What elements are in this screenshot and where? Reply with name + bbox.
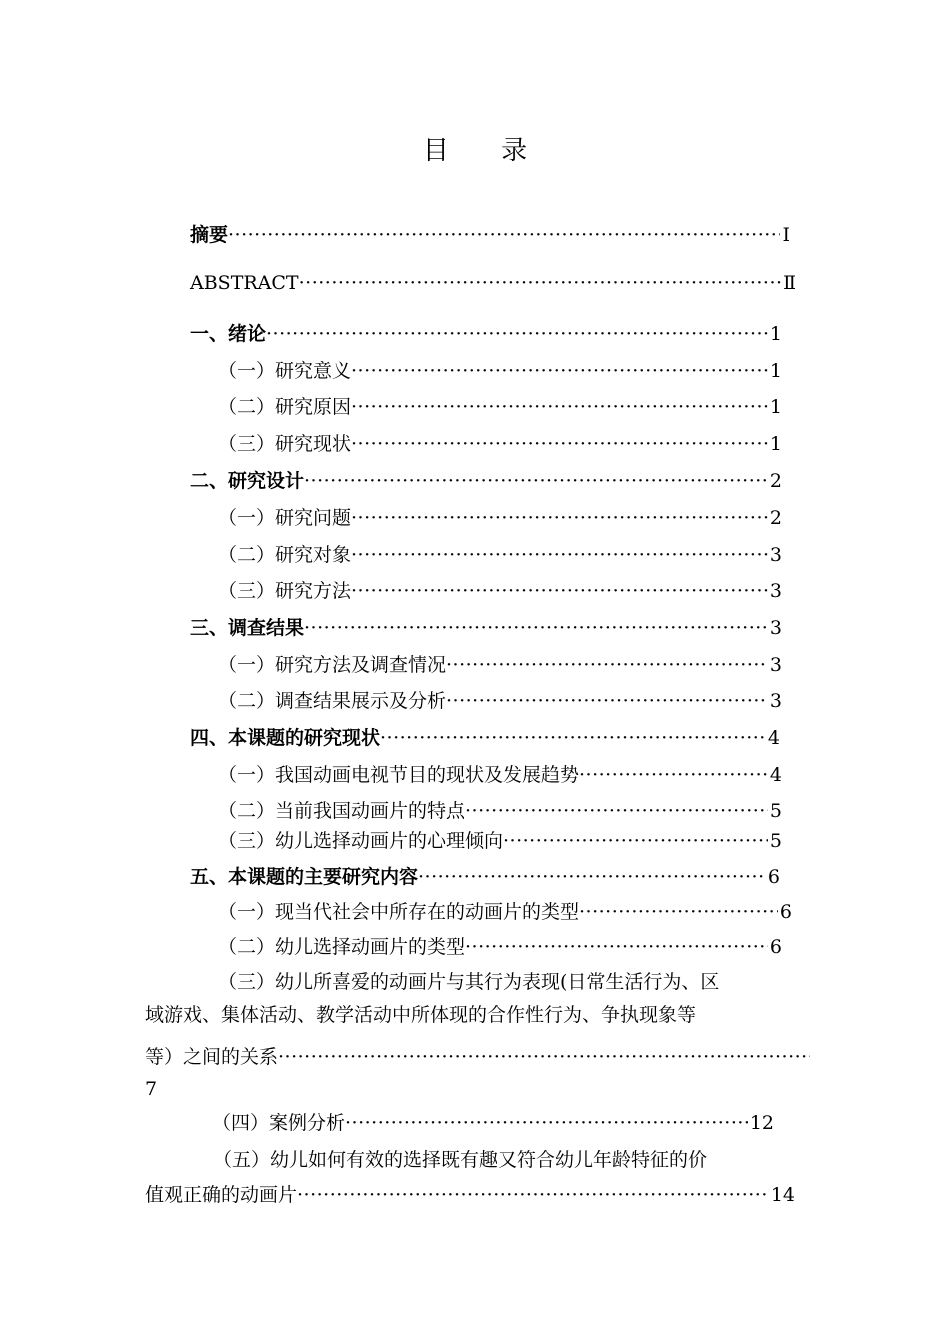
toc-entry-label: （一）现当代社会中所存在的动画片的类型: [218, 901, 580, 923]
toc-entry[interactable]: [190, 613, 782, 643]
toc-page-number: 6: [779, 901, 792, 923]
toc-page-number: 3: [769, 544, 782, 566]
toc-leader-dots: [465, 796, 768, 826]
toc-entry-line: （三）幼儿所喜爱的动画片与其行为表现(日常生活行为、区: [218, 971, 720, 993]
toc-page-number: 4: [769, 764, 782, 786]
toc-page-number: 3: [769, 690, 782, 712]
toc-leader-dots: [351, 503, 768, 533]
toc-entry[interactable]: [218, 356, 782, 386]
toc-entry[interactable]: [218, 429, 782, 459]
toc-page-number: 3: [769, 654, 782, 676]
toc-leader-dots: [351, 392, 768, 422]
toc-entry-label: （二）调查结果展示及分析: [218, 690, 447, 712]
toc-leader-dots: [503, 826, 768, 856]
toc-entry-label: （二）研究原因: [218, 396, 352, 418]
toc-entry[interactable]: [218, 650, 782, 680]
toc-entry-long-2-tail[interactable]: [145, 1180, 795, 1210]
toc-entry-label: 三、调查结果: [190, 617, 305, 639]
toc-entry[interactable]: [218, 932, 782, 962]
toc-leader-dots: [380, 723, 766, 753]
page-title: 目 录: [422, 136, 550, 166]
toc-leader-dots: [351, 540, 768, 570]
toc-entry[interactable]: [218, 576, 782, 606]
toc-page-number: 7: [145, 1078, 158, 1100]
toc-entry-label: 五、本课题的主要研究内容: [190, 866, 419, 888]
toc-entry-label: ABSTRACT: [190, 272, 299, 294]
toc-leader-dots: [304, 466, 768, 496]
toc-entry-line: （五）幼儿如何有效的选择既有趣又符合幼儿年龄特征的价: [213, 1149, 708, 1171]
toc-entry-long-1[interactable]: [145, 966, 810, 1032]
toc-page-number: 1: [769, 396, 782, 418]
toc-page-number: 6: [767, 866, 780, 888]
toc-leader-dots: [278, 1042, 810, 1072]
toc-leader-dots: [299, 268, 781, 298]
toc-entry-label: （三）研究方法: [218, 580, 352, 602]
toc-entry[interactable]: [218, 503, 782, 533]
toc-leader-dots: [418, 862, 766, 892]
toc-entry-long-1-tail[interactable]: [145, 1042, 810, 1072]
toc-page-number: 4: [767, 727, 780, 749]
toc-leader-dots: [351, 576, 768, 606]
toc-leader-dots: [304, 613, 768, 643]
toc-entry-long-1-page: [145, 1074, 185, 1104]
toc-leader-dots: [579, 760, 768, 790]
toc-entry[interactable]: [190, 862, 780, 892]
toc-entry-label: 一、绪论: [190, 323, 267, 345]
toc-entry[interactable]: [218, 686, 782, 716]
toc-entry-abstract-en[interactable]: [190, 268, 796, 298]
toc-page-number: 12: [749, 1112, 774, 1134]
toc-leader-dots: [351, 356, 768, 386]
toc-entry-label: （一）研究方法及调查情况: [218, 654, 447, 676]
toc-page-number: 3: [769, 617, 782, 639]
toc-page-number: 1: [769, 323, 782, 345]
toc-entry-label: （一）我国动画电视节目的现状及发展趋势: [218, 764, 580, 786]
toc-entry[interactable]: [190, 319, 782, 349]
toc-entry-abstract-cn[interactable]: [190, 220, 790, 250]
toc-entry[interactable]: [218, 540, 782, 570]
toc-entry-label: （四）案例分析: [212, 1112, 346, 1134]
toc-entry-label: （二）当前我国动画片的特点: [218, 800, 466, 822]
toc-leader-dots: [345, 1108, 748, 1138]
toc-entry-label: （三）研究现状: [218, 433, 352, 455]
toc-leader-dots: [351, 429, 768, 459]
toc-page-number: Ⅰ: [782, 224, 790, 246]
toc-page-number: 1: [769, 433, 782, 455]
toc-page-number: 2: [769, 470, 782, 492]
toc-page-number: 5: [769, 830, 782, 852]
toc-entry[interactable]: [218, 392, 782, 422]
toc-leader-dots: [446, 686, 768, 716]
toc-entry[interactable]: [218, 826, 782, 856]
toc-entry[interactable]: [190, 466, 782, 496]
toc-page-number: 3: [769, 580, 782, 602]
toc-entry[interactable]: [218, 760, 782, 790]
toc-page-number: 5: [769, 800, 782, 822]
toc-leader-dots: [446, 650, 768, 680]
toc-leader-dots: [228, 220, 780, 250]
toc-entry-line: 域游戏、集体活动、教学活动中所体现的合作性行为、争执现象等: [145, 1004, 697, 1026]
toc-entry-label: （二）幼儿选择动画片的类型: [218, 936, 466, 958]
toc-page-number: 1: [769, 360, 782, 382]
toc-entry[interactable]: [218, 796, 782, 826]
toc-leader-dots: [579, 897, 778, 927]
toc-entry-label: 值观正确的动画片: [145, 1184, 298, 1206]
toc-leader-dots: [266, 319, 768, 349]
toc-entry-long-2[interactable]: [145, 1144, 810, 1177]
toc-page-number: 6: [769, 936, 782, 958]
toc-page-number: Ⅱ: [783, 272, 796, 294]
toc-entry-label: 等）之间的关系: [145, 1046, 279, 1068]
toc-entry[interactable]: [212, 1108, 774, 1138]
toc-page-number: 14: [770, 1184, 795, 1206]
toc-page-number: 2: [769, 507, 782, 529]
toc-entry-label: 四、本课题的研究现状: [190, 727, 381, 749]
toc-leader-dots: [465, 932, 768, 962]
toc-entry-label: 摘要: [190, 224, 229, 246]
toc-entry-label: （二）研究对象: [218, 544, 352, 566]
toc-entry-label: （一）研究问题: [218, 507, 352, 529]
toc-entry[interactable]: [218, 897, 792, 927]
toc-leader-dots: [297, 1180, 769, 1210]
toc-entry-label: （一）研究意义: [218, 360, 352, 382]
toc-entry-label: 二、研究设计: [190, 470, 305, 492]
toc-entry-label: （三）幼儿选择动画片的心理倾向: [218, 830, 504, 852]
toc-entry[interactable]: [190, 723, 780, 753]
